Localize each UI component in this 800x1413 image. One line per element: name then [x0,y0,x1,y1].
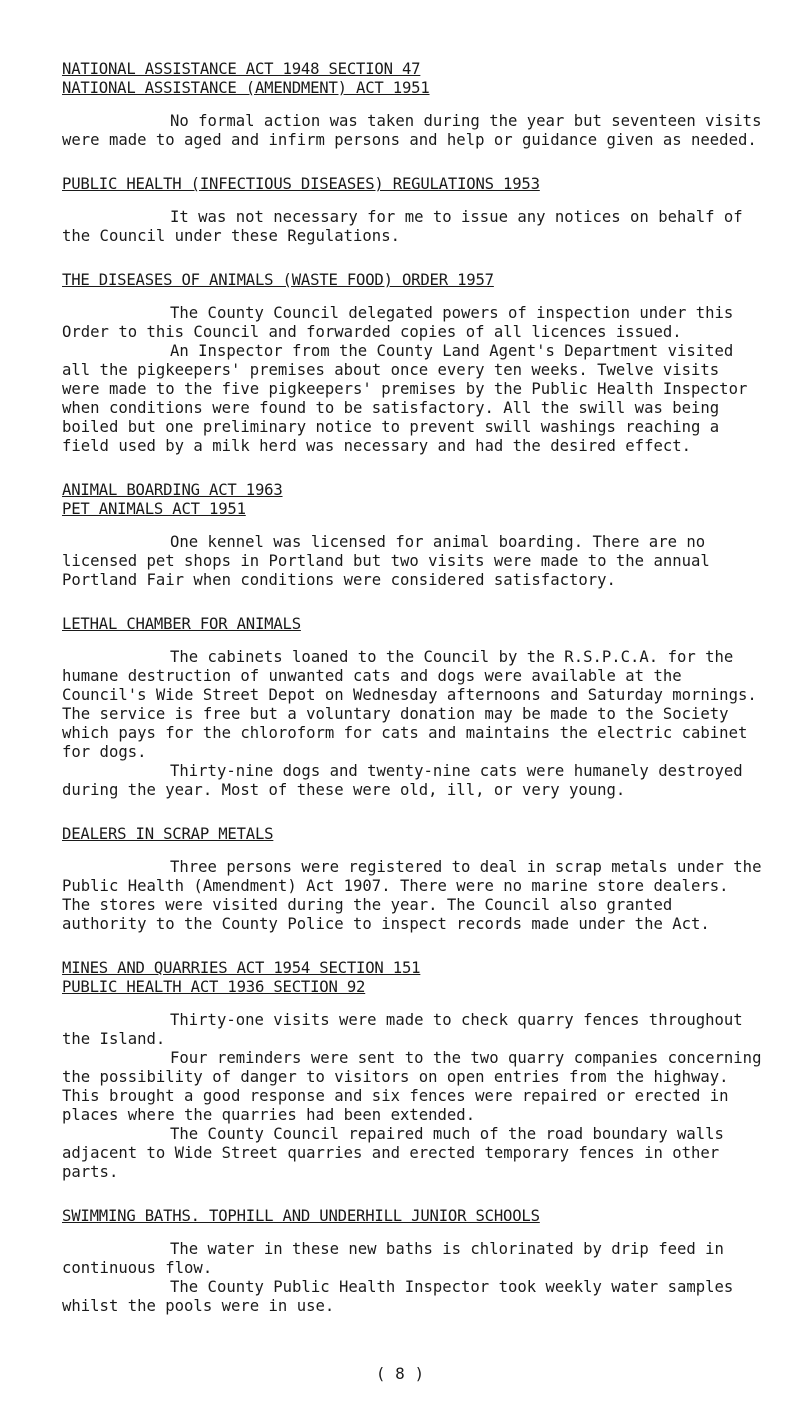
section-heading: MINES AND QUARRIES ACT 1954 SECTION 151 [62,959,421,977]
section-heading: PUBLIC HEALTH (INFECTIOUS DISEASES) REGULATIONS 1953 [62,175,540,193]
section-animal-boarding [62,481,762,590]
page-number-text: ( 8 ) [375,1364,425,1383]
section-heading: NATIONAL ASSISTANCE ACT 1948 SECTION 47 [62,60,421,78]
section-national-assistance [62,60,762,150]
paragraph: Three persons were registered to deal in scrap metals under the Public Health (Amendment) Act 1907. There were no marine store dealers. The stores were visited during the year. The Council also granted authority to the County Police to inspect records made under the Act. [62,858,762,933]
paragraph: The cabinets loaned to the Council by the R.S.P.C.A. for the humane destruction of unwanted cats and dogs were available at the Council's Wide Street Depot on Wednesday afternoons and Saturday mornings. The service is free but a voluntary donation may be made to the Society which pays for the chloroform for cats and maintains the electric cabinet for dogs. [62,648,757,761]
section-heading: SWIMMING BATHS. TOPHILL AND UNDERHILL JUNIOR SCHOOLS [62,1207,540,1225]
paragraph: No formal action was taken during the year but seventeen visits were made to aged and infirm persons and help or guidance given as needed. [62,112,762,149]
section-lethal-chamber [62,615,762,800]
section-heading: DEALERS IN SCRAP METALS [62,825,274,843]
section-heading: ANIMAL BOARDING ACT 1963 [62,481,283,499]
paragraph: Thirty-nine dogs and twenty-nine cats were humanely destroyed during the year. Most of these were old, ill, or very young. [62,762,743,799]
paragraph: The water in these new baths is chlorinated by drip feed in continuous flow. [62,1240,724,1277]
section-scrap-metals [62,825,762,934]
section-heading: PET ANIMALS ACT 1951 [62,500,246,518]
paragraph: One kennel was licensed for animal boarding. There are no licensed pet shops in Portland but two visits were made to the annual Portland Fair when conditions were considered satisfactory. [62,533,710,589]
section-heading: THE DISEASES OF ANIMALS (WASTE FOOD) ORDER 1957 [62,271,494,289]
page-number [0,1364,800,1383]
section-diseases-of-animals [62,271,762,456]
paragraph: The County Council delegated powers of inspection under this Order to this Council and forwarded copies of all licences issued. [62,304,734,341]
section-heading: LETHAL CHAMBER FOR ANIMALS [62,615,301,633]
section-infectious-diseases [62,175,762,246]
document-body [62,60,762,1341]
section-mines-quarries [62,959,762,1182]
paragraph: An Inspector from the County Land Agent's Department visited all the pigkeepers' premises about once every ten weeks. Twelve visits were made to the five pigkeepers' premises by the Public Health Inspector when conditions were found to be satisfactory. All the swill was being boiled but one preliminary notice to prevent swill washings reaching a field used by a milk herd was necessary and had the desired effect. [62,342,748,455]
section-swimming-baths [62,1207,762,1316]
paragraph: The County Public Health Inspector took weekly water samples whilst the pools were in use. [62,1278,734,1315]
paragraph: The County Council repaired much of the road boundary walls adjacent to Wide Street quarries and erected temporary fences in other parts. [62,1125,724,1181]
section-heading: NATIONAL ASSISTANCE (AMENDMENT) ACT 1951 [62,79,430,97]
section-heading: PUBLIC HEALTH ACT 1936 SECTION 92 [62,978,366,996]
paragraph: It was not necessary for me to issue any notices on behalf of the Council under these Regulations. [62,208,743,245]
paragraph: Thirty-one visits were made to check quarry fences throughout the Island. [62,1011,743,1048]
paragraph: Four reminders were sent to the two quarry companies concerning the possibility of danger to visitors on open entries from the highway. This brought a good response and six fences were repaired or erected in places where the quarries had been extended. [62,1049,762,1124]
